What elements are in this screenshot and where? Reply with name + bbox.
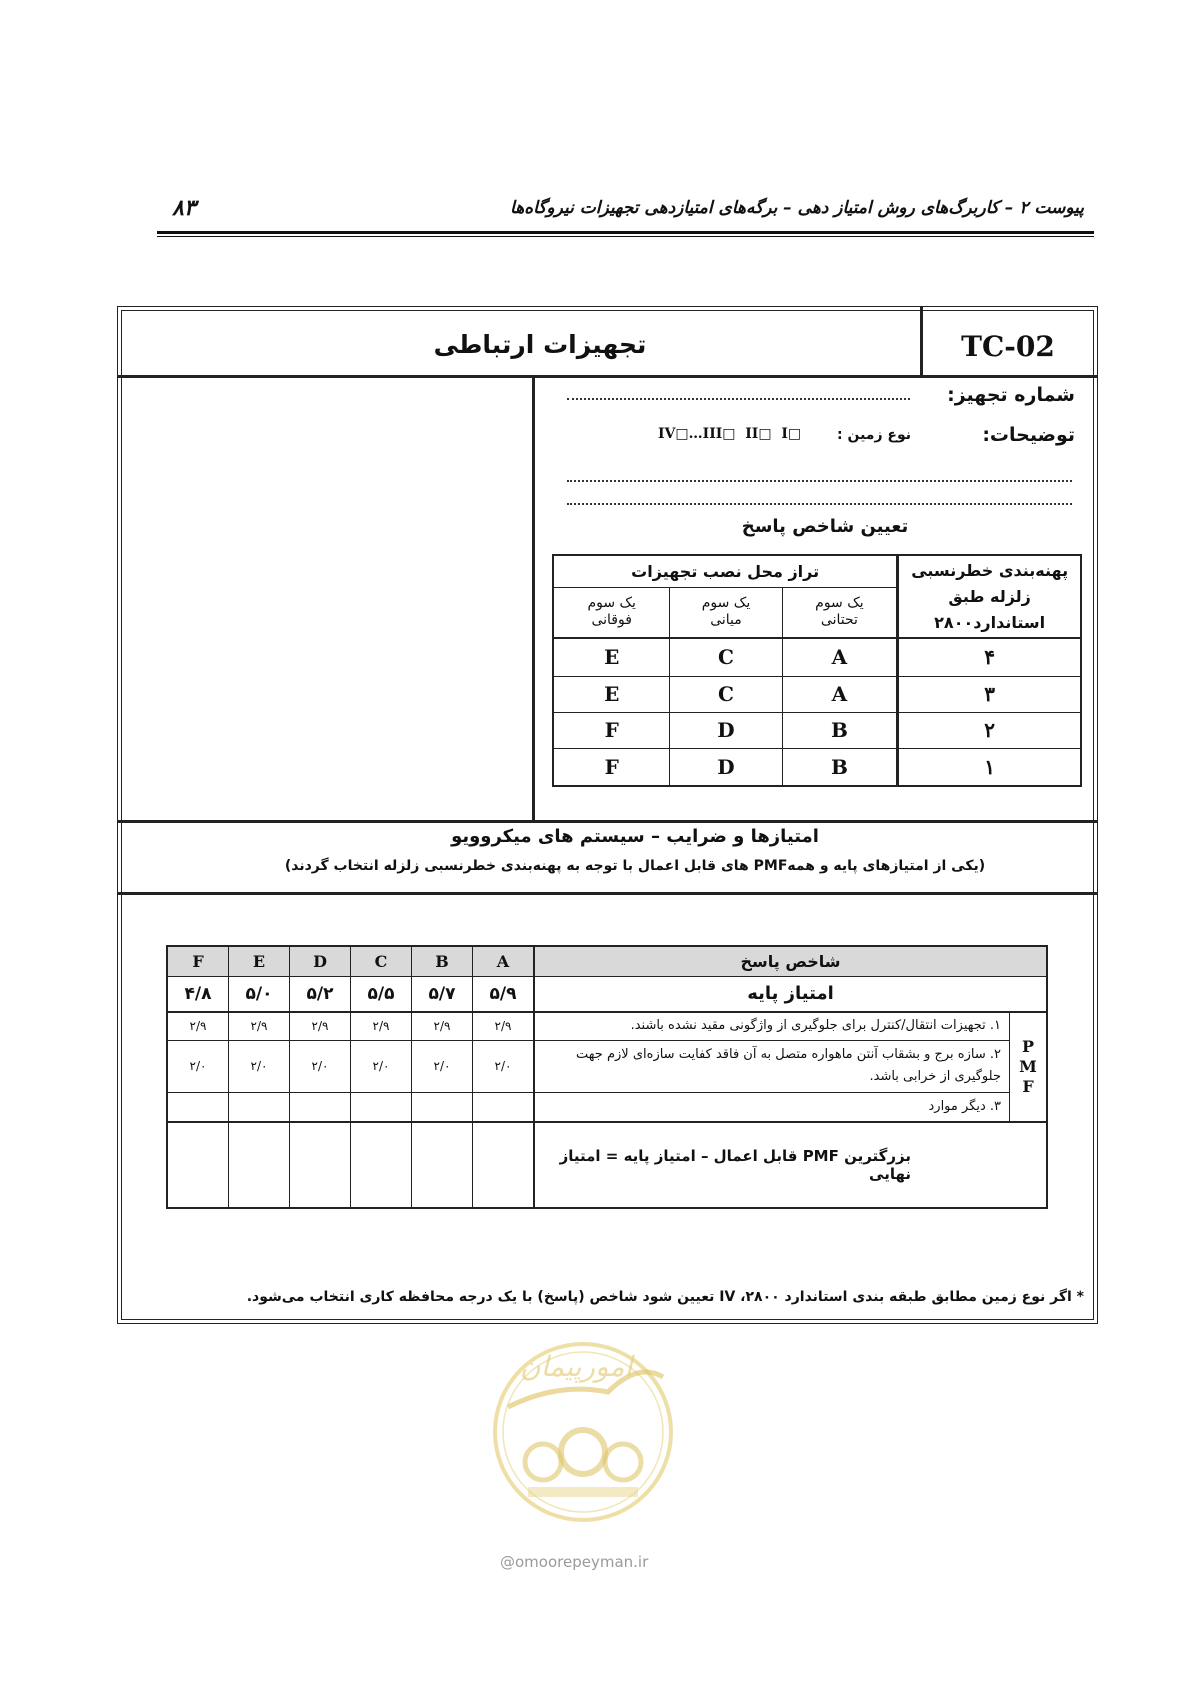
pmf-value bbox=[229, 1092, 290, 1122]
pmf-value bbox=[473, 1092, 535, 1122]
col-header-f: F bbox=[167, 946, 229, 976]
base-score-cell: ۵/۷ bbox=[412, 976, 473, 1012]
equipment-number-field[interactable] bbox=[567, 398, 910, 400]
hazard-zone-cell: ۲ bbox=[898, 712, 1081, 748]
section-subtitle: (یکی از امتیازهای پایه و همهPMF های قابل اعمال با توجه به پهنه‌بندی خطرنسبی زلزله انتخاب گردند) bbox=[284, 858, 986, 874]
pmf-value: ۲/۰ bbox=[351, 1040, 412, 1092]
form-code: TC-02 bbox=[961, 330, 1055, 363]
final-score-cell[interactable] bbox=[229, 1122, 290, 1208]
col-header-e: E bbox=[229, 946, 290, 976]
response-index-header: شاخص پاسخ bbox=[534, 946, 1047, 976]
pmf-value: ۲/۹ bbox=[229, 1012, 290, 1040]
hazard-cell: A bbox=[782, 676, 898, 712]
page-number: ۸۳ bbox=[172, 196, 196, 221]
pmf-value: ۲/۹ bbox=[412, 1012, 473, 1040]
hazard-cell: B bbox=[782, 712, 898, 748]
pmf-letter: P bbox=[1021, 1037, 1035, 1056]
final-score-cell[interactable] bbox=[412, 1122, 473, 1208]
base-score-cell: ۴/۸ bbox=[167, 976, 229, 1012]
hazard-cell: F bbox=[553, 748, 670, 786]
hazard-cell: B bbox=[782, 748, 898, 786]
info-divider bbox=[532, 377, 535, 821]
watermark-url: @omoorepeyman.ir bbox=[500, 1553, 649, 1571]
title-code-divider bbox=[920, 306, 923, 377]
pmf-value: ۲/۰ bbox=[473, 1040, 535, 1092]
header-rule-thin bbox=[157, 236, 1094, 237]
response-index-title: تعیین شاخص پاسخ bbox=[741, 516, 909, 537]
base-score-cell: ۵/۵ bbox=[351, 976, 412, 1012]
description-line-1[interactable] bbox=[567, 480, 1072, 482]
divider-title bbox=[117, 375, 1098, 378]
middle-third-header: یک سوم میانی bbox=[670, 587, 782, 638]
hazard-cell: F bbox=[553, 712, 670, 748]
section-title: امتیازها و ضرایب – سیستم های میکروویو bbox=[451, 826, 819, 847]
pmf-value: ۲/۰ bbox=[412, 1040, 473, 1092]
col-header-d: D bbox=[290, 946, 351, 976]
description-label: توضیحات: bbox=[982, 424, 1075, 446]
col-header-c: C bbox=[351, 946, 412, 976]
pmf-value: ۲/۹ bbox=[351, 1012, 412, 1040]
pmf-label bbox=[1010, 1012, 1048, 1122]
watermark-logo-text: امورپیمان bbox=[520, 1350, 633, 1383]
base-score-label: امتیاز پایه bbox=[534, 976, 1047, 1012]
install-level-header: تراز محل نصب تجهیزات bbox=[553, 555, 898, 587]
hazard-cell: E bbox=[553, 676, 670, 712]
pmf-description: ۲. سازه برج و بشقاب آنتن ماهواره متصل به آن فاقد کفایت سازه‌ای لازم جهت جلوگیری از خرابی باشد. bbox=[534, 1040, 1010, 1092]
hazard-cell: E bbox=[553, 638, 670, 676]
divider-section bbox=[117, 892, 1098, 895]
header-rule bbox=[157, 231, 1094, 234]
hazard-cell: D bbox=[670, 748, 782, 786]
base-score-cell: ۵/۲ bbox=[290, 976, 351, 1012]
pmf-letter: F bbox=[1022, 1077, 1034, 1096]
form-title: تجهیزات ارتباطی bbox=[433, 330, 647, 359]
base-score-cell: ۵/۰ bbox=[229, 976, 290, 1012]
pmf-description: ۱. تجهیزات انتقال/کنترل برای جلوگیری از واژگونی مقید نشده باشند. bbox=[534, 1012, 1010, 1040]
divider-info bbox=[117, 820, 1098, 823]
pmf-value bbox=[290, 1092, 351, 1122]
pmf-value bbox=[412, 1092, 473, 1122]
hazard-zone-cell: ۳ bbox=[898, 676, 1081, 712]
equipment-number-label: شماره تجهیز: bbox=[947, 384, 1075, 406]
pmf-value: ۲/۹ bbox=[167, 1012, 229, 1040]
pmf-value bbox=[167, 1092, 229, 1122]
pmf-value: ۲/۰ bbox=[167, 1040, 229, 1092]
pmf-value: ۲/۰ bbox=[290, 1040, 351, 1092]
hazard-zone-header: پهنه‌بندی خطرنسبی زلزله طبق استاندارد۲۸۰۰ bbox=[898, 555, 1081, 638]
hazard-zone-cell: ۱ bbox=[898, 748, 1081, 786]
hazard-zone-table bbox=[552, 554, 1082, 787]
hazard-cell: D bbox=[670, 712, 782, 748]
final-score-cell[interactable] bbox=[473, 1122, 535, 1208]
hazard-cell: A bbox=[782, 638, 898, 676]
pmf-description: ۳. دیگر موارد bbox=[534, 1092, 1010, 1122]
pmf-value: ۲/۰ bbox=[229, 1040, 290, 1092]
final-score-label: بزرگترین PMF قابل اعمال – امتیاز پایه = امتیاز نهایی bbox=[534, 1122, 1047, 1208]
pmf-letter: M bbox=[1019, 1057, 1037, 1076]
final-score-cell[interactable] bbox=[167, 1122, 229, 1208]
pmf-value: ۲/۹ bbox=[290, 1012, 351, 1040]
upper-third-header: یک سوم فوقانی bbox=[553, 587, 670, 638]
hazard-zone-cell: ۴ bbox=[898, 638, 1081, 676]
lower-third-header: یک سوم تحتانی bbox=[782, 587, 898, 638]
final-score-cell[interactable] bbox=[351, 1122, 412, 1208]
description-line-2[interactable] bbox=[567, 503, 1072, 505]
soil-type-label: نوع زمین : bbox=[837, 427, 911, 443]
final-score-cell[interactable] bbox=[290, 1122, 351, 1208]
col-header-a: A bbox=[473, 946, 535, 976]
running-header-title: پیوست ۲ – کاربرگ‌های روش امتیاز دهی – برگه‌های امتیازدهی تجهیزات نیروگاه‌ها bbox=[510, 198, 1084, 218]
hazard-cell: C bbox=[670, 638, 782, 676]
hazard-cell: C bbox=[670, 676, 782, 712]
score-table bbox=[166, 945, 1048, 1209]
soil-type-options[interactable]: IV□…III□ II□ I□ bbox=[658, 426, 802, 442]
pmf-value bbox=[351, 1092, 412, 1122]
col-header-b: B bbox=[412, 946, 473, 976]
footnote: * اگر نوع زمین مطابق طبقه بندی استاندارد ۲۸۰۰، IV تعیین شود شاخص (پاسخ) با یک درجه محافظه کاری انتخاب می‌شود. bbox=[246, 1289, 1084, 1305]
base-score-cell: ۵/۹ bbox=[473, 976, 535, 1012]
pmf-value: ۲/۹ bbox=[473, 1012, 535, 1040]
